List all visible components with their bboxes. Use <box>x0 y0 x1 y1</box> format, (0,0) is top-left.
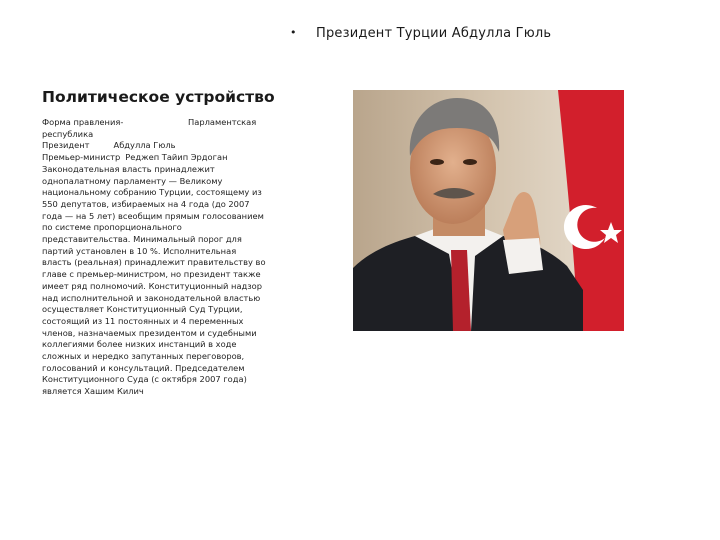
pm-value: Реджеп Тайип Эрдоган <box>125 152 228 163</box>
portrait-photo <box>353 90 624 331</box>
section-heading: Политическое устройство <box>42 88 275 106</box>
president-label: Президент <box>42 140 90 151</box>
pm-label: Премьер-министр <box>42 152 121 163</box>
info-text <box>42 117 266 398</box>
pm-row <box>42 152 266 164</box>
right-eye <box>463 159 477 165</box>
portrait-illustration <box>353 90 624 331</box>
shirt-cuff <box>503 238 543 274</box>
president-value: Абдулла Гюль <box>113 140 176 151</box>
form-label: Форма правления- <box>42 117 124 127</box>
form-value: Парламентская <box>188 117 257 127</box>
president-row <box>42 140 266 152</box>
form-row <box>42 117 266 129</box>
photo-caption: Президент Турции Абдулла Гюль <box>316 26 552 41</box>
bullet-icon: • <box>290 26 297 39</box>
paragraph: Законодательная власть принадлежит однопалатному парламенту — Великому национальному собранию Турции, состоящему из 550 депутатов, избираемых на 4 года (до 2007 года — на 5 лет) всеобщим прямым голосованием по системе пропорционального представительства. Минимальный порог для партий установлен в 10 %. Исполнительная власть (реальная) принадлежит правительству во главе с премьер-министром, но президент также имеет ряд полномочий. Конституционный надзор над исполнительной и законодательной властью осуществляет Конституционный Суд Турции, состоящий из 11 постоянных и 4 переменных членов, назначаемых президентом и судебными коллегиями более низких инстанций в ходе сложных и нередко запутанных переговоров, голосований и консультаций. Председателем Конституционного Суда (с октября 2007 года) является Хашим Килич <box>42 163 266 397</box>
left-eye <box>430 159 444 165</box>
form-value-cont: республика <box>42 128 94 139</box>
